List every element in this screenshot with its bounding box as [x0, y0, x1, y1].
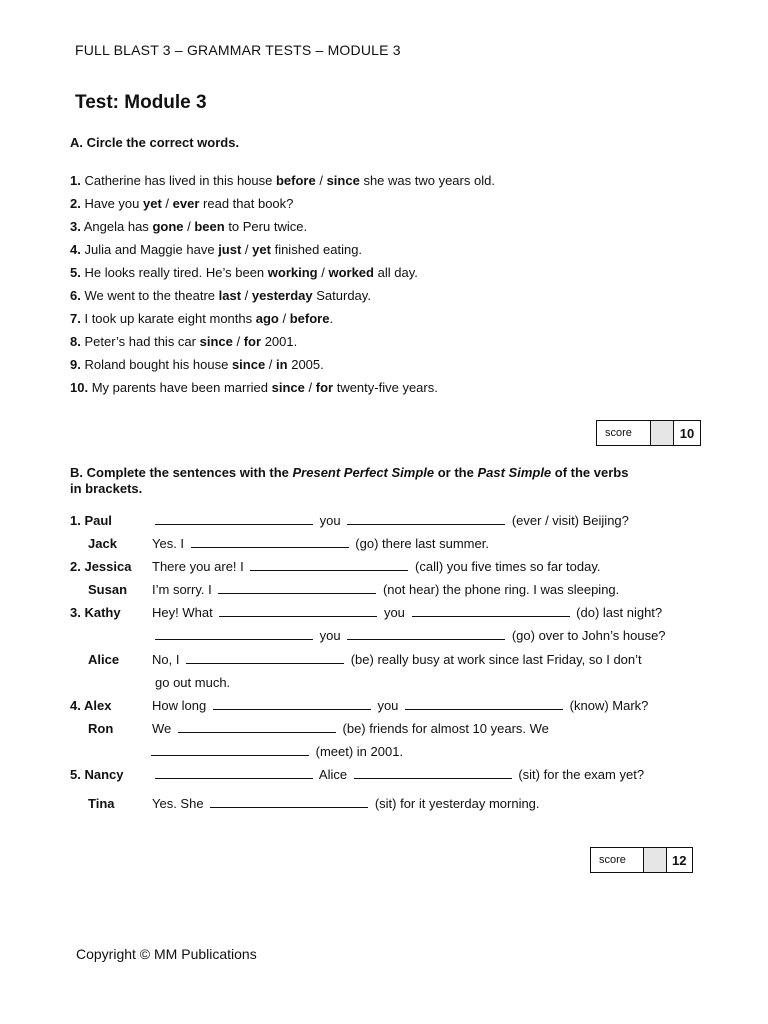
answer-blank[interactable] [210, 796, 368, 808]
answer-blank[interactable] [213, 698, 371, 710]
question-text: 2001. [264, 334, 298, 349]
question-number: 3. [70, 219, 81, 234]
score-input-cell[interactable] [651, 421, 674, 445]
dialogue-speaker: 3. Kathy [70, 605, 121, 620]
question-item [70, 357, 324, 372]
dialogue-line: There you are! I (call) you five times so far today. [152, 559, 601, 574]
question-number: 10. [70, 380, 89, 395]
question-number: 4. [70, 242, 81, 257]
option-separator: / [278, 311, 290, 326]
option-b[interactable]: yesterday [251, 288, 313, 303]
question-number: 9. [70, 357, 81, 372]
question-text: she was two years old. [363, 173, 495, 188]
dialogue-speaker: Tina [88, 796, 115, 811]
option-separator: / [315, 173, 327, 188]
question-text: My parents have been married [91, 380, 269, 395]
option-a[interactable]: ago [255, 311, 279, 326]
question-text: Saturday. [316, 288, 371, 303]
section-a-score-box [596, 420, 701, 446]
question-number: 7. [70, 311, 81, 326]
dialogue-line: (meet) in 2001. [148, 744, 403, 759]
score-label: score [591, 848, 644, 872]
question-text: . [329, 311, 334, 326]
question-text: Julia and Maggie have [84, 242, 215, 257]
dialogue-speaker: Alice [88, 652, 120, 667]
option-b[interactable]: since [326, 173, 360, 188]
dialogue-line: I’m sorry. I (not hear) the phone ring. I was sleeping. [152, 582, 620, 597]
answer-blank[interactable] [354, 767, 512, 779]
dialogue-speaker: Susan [88, 582, 128, 597]
question-item [70, 380, 438, 395]
page-header: FULL BLAST 3 – GRAMMAR TESTS – MODULE 3 [75, 42, 401, 58]
score-label: score [597, 421, 651, 445]
answer-blank[interactable] [191, 536, 349, 548]
question-item [70, 334, 297, 349]
dialogue-line: Hey! What you (do) last night? [152, 605, 663, 620]
dialogue-line: Yes. I (go) there last summer. [152, 536, 489, 551]
option-a[interactable]: just [218, 242, 242, 257]
section-b-heading [70, 465, 628, 480]
question-item [70, 196, 293, 211]
dialogue-line: We (be) friends for almost 10 years. We [152, 721, 549, 736]
question-number: 5. [70, 265, 81, 280]
dialogue-line: How long you (know) Mark? [152, 698, 649, 713]
question-text: Catherine has lived in this house [84, 173, 273, 188]
answer-blank[interactable] [250, 559, 408, 571]
option-b[interactable]: for [243, 334, 262, 349]
answer-blank[interactable] [347, 513, 505, 525]
dialogue-speaker: 4. Alex [70, 698, 112, 713]
option-b[interactable]: ever [172, 196, 200, 211]
option-a[interactable]: since [231, 357, 266, 372]
option-b[interactable]: before [289, 311, 330, 326]
copyright-footer: Copyright © MM Publications [76, 946, 257, 962]
question-number: 6. [70, 288, 81, 303]
question-item [70, 311, 333, 326]
score-total: 10 [679, 425, 695, 441]
option-separator: / [241, 288, 252, 303]
page-title: Test: Module 3 [75, 92, 207, 113]
option-separator: / [232, 334, 244, 349]
question-text: finished eating. [274, 242, 363, 257]
option-separator: / [317, 265, 329, 280]
heading-emphasis: Past Simple [477, 465, 552, 480]
score-total: 12 [672, 852, 687, 868]
option-a[interactable]: since [271, 380, 305, 395]
dialogue-line: Alice (sit) for the exam yet? [152, 767, 644, 782]
answer-blank[interactable] [412, 605, 570, 617]
option-a[interactable]: last [218, 288, 242, 303]
option-a[interactable]: yet [143, 196, 162, 211]
question-text: Peter’s had this car [84, 334, 196, 349]
option-a[interactable]: before [275, 173, 316, 188]
question-number: 2. [70, 196, 81, 211]
question-number: 8. [70, 334, 81, 349]
dialogue-speaker: 2. Jessica [70, 559, 132, 574]
answer-blank[interactable] [186, 652, 344, 664]
question-text: read that book? [203, 196, 294, 211]
option-b[interactable]: worked [328, 265, 374, 280]
answer-blank[interactable] [151, 744, 309, 756]
dialogue-speaker: 5. Nancy [70, 767, 124, 782]
option-a[interactable]: gone [152, 219, 184, 234]
option-b[interactable]: yet [252, 242, 271, 257]
dialogue-line: No, I (be) really busy at work since last Friday, so I don’t [152, 652, 642, 667]
question-text: 2005. [291, 357, 324, 372]
section-b-heading-line2: in brackets. [70, 481, 143, 496]
option-separator: / [304, 380, 316, 395]
dialogue-speaker: 1. Paul [70, 513, 112, 528]
heading-part: B. Complete the sentences with the [70, 465, 293, 480]
dialogue-line: Yes. She (sit) for it yesterday morning. [152, 796, 540, 811]
question-item [70, 265, 418, 280]
heading-emphasis: Present Perfect Simple [292, 465, 435, 480]
answer-blank[interactable] [155, 513, 313, 525]
question-number: 1. [70, 173, 81, 188]
option-separator: / [265, 357, 277, 372]
option-b[interactable]: for [315, 380, 334, 395]
dialogue-line: you (go) over to John’s house? [152, 628, 666, 643]
question-item [70, 288, 371, 303]
heading-part: of the verbs [551, 465, 629, 480]
score-input-cell[interactable] [644, 848, 667, 872]
answer-blank[interactable] [155, 628, 313, 640]
question-text: Have you [84, 196, 140, 211]
question-item [70, 173, 495, 188]
option-a[interactable]: since [199, 334, 233, 349]
answer-blank[interactable] [155, 767, 313, 779]
option-separator: / [183, 219, 195, 234]
question-text: I took up karate eight months [84, 311, 253, 326]
question-text: Roland bought his house [84, 357, 229, 372]
answer-blank[interactable] [219, 605, 377, 617]
option-separator: / [241, 242, 253, 257]
section-b-score-box [590, 847, 693, 873]
question-text: He looks really tired. He’s been [84, 265, 265, 280]
dialogue-speaker: Jack [88, 536, 117, 551]
answer-blank[interactable] [178, 721, 336, 733]
option-a[interactable]: working [267, 265, 318, 280]
question-text: to Peru twice. [228, 219, 308, 234]
option-b[interactable]: been [194, 219, 225, 234]
dialogue-line: you (ever / visit) Beijing? [152, 513, 629, 528]
question-text: twenty-five years. [336, 380, 438, 395]
option-separator: / [161, 196, 173, 211]
question-item [70, 242, 362, 257]
heading-part: or the [434, 465, 478, 480]
dialogue-speaker: Ron [88, 721, 114, 736]
option-b[interactable]: in [276, 357, 288, 372]
question-item [70, 219, 307, 234]
answer-blank[interactable] [218, 582, 376, 594]
section-a-heading: A. Circle the correct words. [70, 135, 240, 150]
question-text: all day. [377, 265, 418, 280]
question-text: Angela has [83, 219, 149, 234]
question-text: We went to the theatre [84, 288, 216, 303]
answer-blank[interactable] [347, 628, 505, 640]
answer-blank[interactable] [405, 698, 563, 710]
dialogue-line: go out much. [155, 675, 231, 690]
